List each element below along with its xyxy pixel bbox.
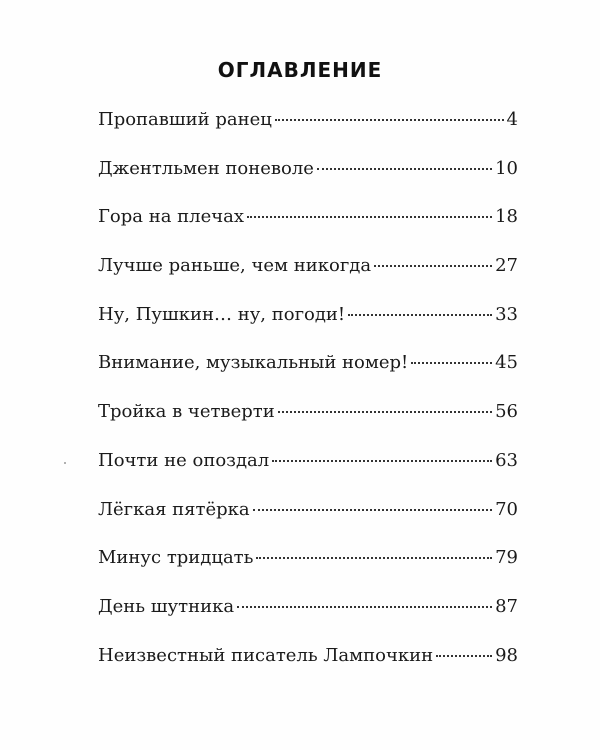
toc-entry-title: Гора на плечах	[98, 206, 245, 228]
toc-entry-page: 10	[495, 157, 518, 179]
toc-entry	[98, 157, 518, 206]
toc-heading: ОГЛАВЛЕНИЕ	[217, 58, 383, 82]
toc-entry	[98, 546, 518, 595]
toc-entry	[98, 108, 518, 157]
dot-leader	[253, 509, 492, 511]
toc-entry	[98, 254, 518, 303]
dot-leader	[256, 557, 492, 559]
toc-entry-page: 79	[495, 547, 518, 569]
toc-entry-title: Тройка в четверти	[98, 401, 275, 423]
toc-entry	[98, 644, 518, 693]
toc-entry-title: Минус тридцать	[98, 547, 254, 569]
dot-leader	[348, 314, 492, 316]
toc-entry-page: 63	[495, 449, 518, 471]
toc-list	[98, 108, 518, 692]
dot-leader	[237, 606, 492, 608]
toc-entry-page: 4	[506, 109, 518, 130]
paper-speck	[64, 462, 66, 464]
dot-leader	[247, 216, 492, 218]
dot-leader	[275, 119, 504, 121]
toc-entry-page: 70	[495, 498, 518, 520]
toc-entry	[98, 449, 518, 498]
toc-entry-page: 45	[495, 352, 518, 374]
dot-leader	[411, 362, 492, 364]
dot-leader	[317, 168, 492, 170]
toc-entry-title: Почти не опоздал	[98, 449, 270, 471]
dot-leader	[374, 265, 492, 267]
toc-entry	[98, 303, 518, 352]
toc-entry-title: Джентльмен поневоле	[98, 157, 314, 179]
toc-entry-page: 56	[495, 401, 518, 423]
toc-entry-page: 87	[495, 595, 518, 617]
toc-entry	[98, 498, 518, 547]
dot-leader	[272, 460, 492, 462]
toc-entry-title: Лучше раньше, чем никогда	[98, 255, 372, 277]
toc-entry	[98, 595, 518, 644]
toc-entry-title: Неизвестный писатель Лампочкин	[98, 644, 434, 666]
dot-leader	[278, 411, 492, 413]
toc-entry-title: Лёгкая пятёрка	[98, 498, 250, 520]
toc-entry	[98, 351, 518, 400]
toc-entry-page: 33	[495, 303, 518, 325]
toc-entry-title: Ну, Пушкин… ну, погоди!	[98, 303, 346, 325]
toc-entry-title: Внимание, музыкальный номер!	[98, 352, 409, 374]
toc-entry-page: 18	[495, 206, 518, 228]
toc-entry	[98, 400, 518, 449]
toc-entry	[98, 205, 518, 254]
toc-entry-page: 98	[495, 644, 518, 666]
toc-entry-page: 27	[495, 255, 518, 277]
toc-entry-title: День шутника	[98, 595, 235, 617]
toc-entry-title: Пропавший ранец	[98, 109, 272, 130]
dot-leader	[436, 655, 492, 657]
